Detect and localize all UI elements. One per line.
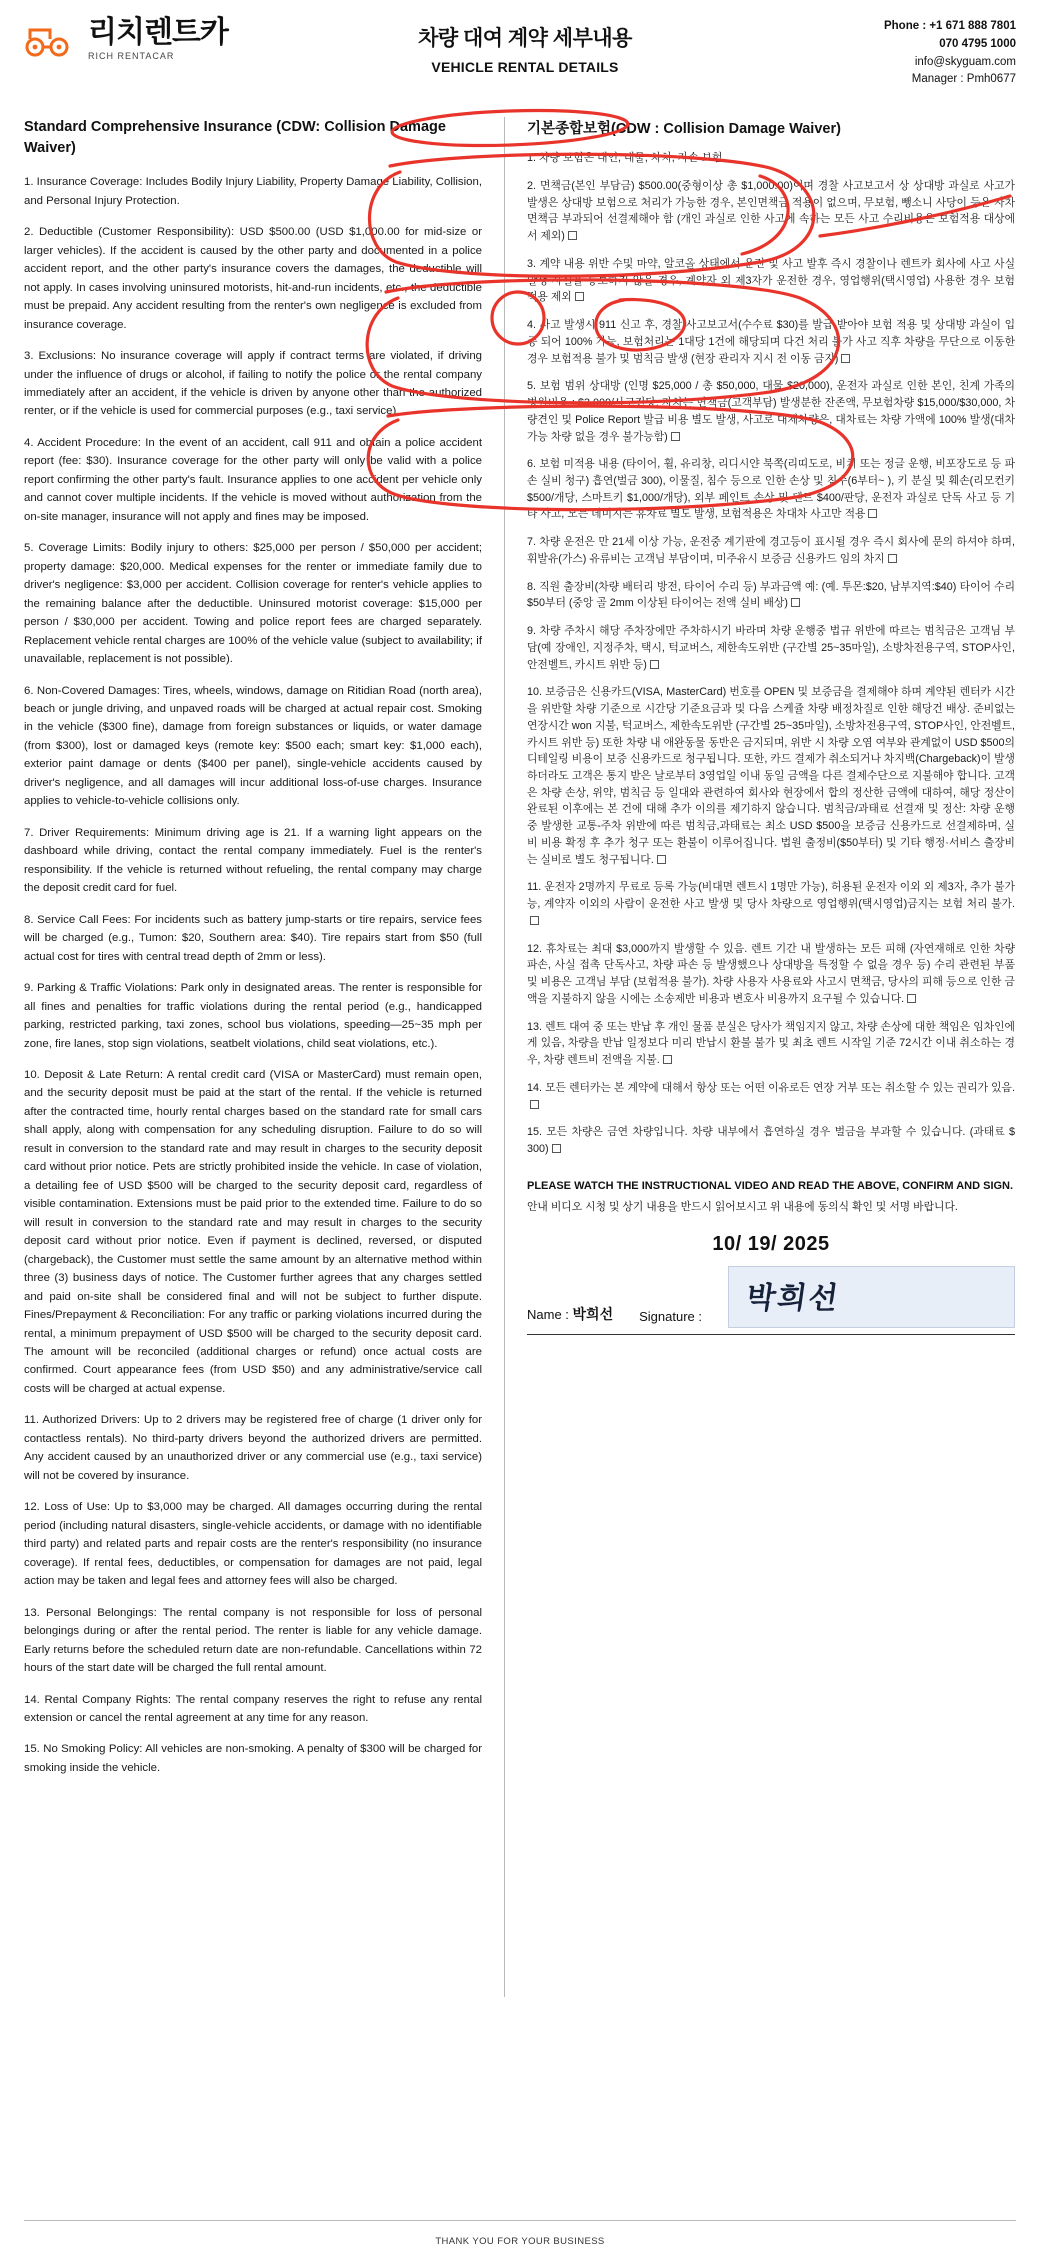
korean-clause <box>527 1124 1015 1157</box>
page-title-ko: 차량 대여 계약 세부내용 <box>418 27 632 50</box>
logo-subtext: RICH RENTACAR <box>88 51 175 61</box>
korean-clause-text: 14. 모든 렌터카는 본 계약에 대해서 항상 또는 어떤 이유로든 연장 거부 또는 취소할 수 있는 권리가 있음. <box>527 1081 1015 1094</box>
clause-checkbox[interactable] <box>552 1144 561 1153</box>
signature-field[interactable] <box>728 1266 1015 1328</box>
korean-clause <box>527 879 1015 929</box>
english-clause: 13. Personal Belongings: The rental company is not responsible for loss of personal belongings during or after the rental period. The renter is liable for any vehicle damage. Early returns before the scheduled return date are non-refundable. Cancellations within 72 hours of the start date will be charged the full rental amount. <box>24 1606 482 1675</box>
page-title-en: VEHICLE RENTAL DETAILS <box>431 59 619 75</box>
clause-checkbox[interactable] <box>841 354 850 363</box>
english-clause: 7. Driver Requirements: Minimum driving age is 21. If a warning light appears on the dashboard while driving, contact the rental company immediately. Fuel is the renter's responsibility. If the vehicle is returned without refueling, the rental company may charge the deposit credit card for fuel. <box>24 826 482 895</box>
english-clause: 3. Exclusions: No insurance coverage will apply if contract terms are violated, if driving under the influence of drugs or alcohol, if failing to notify the police or the rental company immediately after an accident, if the vehicle is driven by anyone other than the authorized renter, or if the vehicle is used for commercial purposes (e.g., taxi service). <box>24 350 482 418</box>
english-clause: 1. Insurance Coverage: Includes Bodily Injury Liability, Property Damage Liability, Collision, and Personal Injury Protection. <box>24 176 482 207</box>
english-clause: 5. Coverage Limits: Bodily injury to others: $25,000 per person / $50,000 per accident; property damage: $20,000. Medical expenses for the renter or immediate family due to driver's negligence: $3,000 per accident. Collision coverage for renter's vehicle applies to the remaining balance after the deductible. Uninsured motorist coverage: $15,000 per person / $30,000 per accident. Towing and police report fees are charged separately. Replacement vehicle rental charges are 100% of the vehicle value (subject to availability; if unavailable, replacement is not possible). <box>24 542 482 666</box>
korean-clause <box>527 623 1015 673</box>
signature-date: 10/ 19/ 2025 <box>712 1232 830 1255</box>
clause-checkbox[interactable] <box>888 554 897 563</box>
english-clause: 9. Parking & Traffic Violations: Park only in designated areas. The renter is responsible for all fines and penalties for traffic violations during the rental period (e.g., handicapped parking, restricted parking, taxi zones, school bus violations, speeding—25~35 mph per zone, fire lanes, stop sign violations, seatbelt violations, child seat violations, etc.). <box>24 982 482 1050</box>
english-clause: 15. No Smoking Policy: All vehicles are non-smoking. A penalty of $300 will be charged for smoking inside the vehicle. <box>24 1743 482 1774</box>
clause-checkbox[interactable] <box>568 231 577 240</box>
company-logo <box>24 18 304 61</box>
clause-checkbox[interactable] <box>671 432 680 441</box>
english-clause: 2. Deductible (Customer Responsibility): USD $500.00 (USD $1,000.00 for mid-size or larger vehicles). If the accident is caused by the other party and documented in a police accident report, and the other party's insurance covers the damages, the deductible will not apply. In cases involving uninsured motorists, hit-and-run incidents, etc., the deductible must be prepaid. Any accident resulting from the renter's own negligence is excluded from insurance coverage. <box>24 226 482 331</box>
footer-divider <box>24 2220 1016 2221</box>
english-terms-column <box>24 117 504 1790</box>
korean-clause-text: 13. 렌트 대여 중 또는 반납 후 개인 물품 분실은 당사가 책임지지 않고, 차량 손상에 대한 책임은 임차인에게 있음, 차량을 반납 일정보다 미리 반납시 환불 불가 및 최초 렌트 시작일 기준 72시간 이내 취소하는 경우, 차량 렌트비 전액을 지불. <box>527 1020 1015 1067</box>
korean-clause <box>527 256 1015 306</box>
content-columns <box>0 95 1040 1997</box>
korean-clause-text: 5. 보험 범위 상대방 (인명 $25,000 / 총 $50,000, 대물 $20,000), 운전자 과실로 인한 본인, 친계 가족의 병원비용 : $3,000/사고건당, 자차는 면책금(고객부담) 발생분한 잔존액, 무보험차량 $15,000/$30,000, 차량견인 및 Police Report 발급 비용 별도 발생, 사고로 대체차량은, 대차료는 차량 가액에 100% 발생(대차 가능 차량 없을 경우 불가능함) <box>527 380 1015 443</box>
signature-mark: 박희선 <box>744 1280 842 1316</box>
korean-clause <box>527 941 1015 1008</box>
name-label: Name : <box>527 1306 569 1322</box>
korean-clause-text: 9. 차량 주차시 해당 주차장에만 주차하시기 바라며 차량 운행중 법규 위반에 따르는 범칙금은 고객님 부담(예 장애인, 지정주차, 택시, 턱교버스, 제한속도위반 (구간별 25~35마일), 소방차전용구역, STOP사인, 안전벨트, 카시트 위반 등) <box>527 625 1015 671</box>
korean-clause-text: 12. 휴차료는 최대 $3,000까지 발생할 수 있음. 렌트 기간 내 발생하는 모든 피해 (자연재해로 인한 차량 파손, 사실 접촉 단독사고, 차량 파손 등 발생했으나 상대방을 특정할 수 없을 경우 등) 수리 관련된 부품 및 비용은 고객님 부담 (보험적용 불가). 차량 사용자 사용료와 사고시 면책금, 당사의 피해 등으로 인한 금액을 지불하지 않을 시에는 소송제반 비용과 변호사 비용까지 요구될 수 있습니다. <box>527 942 1015 1005</box>
english-clause: 4. Accident Procedure: In the event of an accident, call 911 and obtain a police accident report (fee: $30). Insurance coverage for the other party will only be valid with a police report confirming the other party's fault. Insurance applies to one accident per vehicle only and cannot cover multiple incidents. If the vehicle is moved without authorization from the on-site manager, insurance will not apply and fines may be imposed. <box>24 436 482 523</box>
clause-checkbox[interactable] <box>657 855 666 864</box>
clause-checkbox[interactable] <box>663 1055 672 1064</box>
korean-clause-text: 4. 사고 발생시 911 신고 후, 경찰 사고보고서(수수료 $30)를 발급 받아야 보험 적용 및 상대방 과실이 입증 되어 100% 가능, 보험처리는 1대당 1건에 해당되며 다건 처리 불가 사고 직후 차량을 무단으로 이동한 경우 보험적용 불가 및 범칙금 발생 (현장 관리자 지시 전 이동 금지) <box>527 319 1015 365</box>
contact-manager: Manager : Pmh0677 <box>911 73 1016 86</box>
english-section-heading: Standard Comprehensive Insurance (CDW: Collision Damage Waiver) <box>24 119 446 157</box>
logo-wordmark: 리치렌트카 <box>88 16 228 49</box>
clause-checkbox[interactable] <box>868 509 877 518</box>
korean-clause-text: 15. 모든 차량은 금연 차량입니다. 차량 내부에서 흡연하실 경우 벌금을 부과할 수 있습니다. (과태료 $ 300) <box>527 1126 1015 1155</box>
korean-clause <box>527 178 1015 245</box>
contact-phone-secondary: 070 4795 1000 <box>939 37 1016 50</box>
signature-rule <box>527 1334 1015 1335</box>
english-clause: 14. Rental Company Rights: The rental company reserves the right to refuse any rental extension or cancel the rental agreement at any time for any reason. <box>24 1693 482 1724</box>
clause-checkbox[interactable] <box>650 660 659 669</box>
korean-clause <box>527 1019 1015 1069</box>
english-clause: 11. Authorized Drivers: Up to 2 drivers may be registered free of charge (1 driver only for contactless rentals). No third-party drivers beyond the authorized drivers are permitted. Any accident caused by an unauthorized driver or any commercial use (e.g., taxi service) will not be covered by insurance. <box>24 1414 482 1482</box>
korean-clause <box>527 1080 1015 1113</box>
document-title-block <box>304 18 746 75</box>
clause-checkbox[interactable] <box>530 916 539 925</box>
document-header <box>0 0 1040 95</box>
clause-checkbox[interactable] <box>530 1100 539 1109</box>
korean-clause-text: 6. 보험 미적용 내용 (타이어, 휠, 유리창, 리디시얀 북쪽(리띠도로, 비치 또는 정글 운행, 비포장도로 등 파손 실비 청구) 흡연(벌금 300), 이물질, 침수 등으로 인한 손상 및 침수(6부터~ ), 키 분실 및 훼손(리모컨키 $500/개당, 스마트키 $1,000/개당), 외부 페인트 손상 및 덴트 $400/판당, 운전자 과실로 단독 사고 등 기타 사고, 모든 데미지는 휴차료 별도 발생, 보험적용은 차대차 사고만 적용 <box>527 458 1015 521</box>
korean-clause <box>527 579 1015 612</box>
english-clause: 6. Non-Covered Damages: Tires, wheels, windows, damage on Ritidian Road (north area), beach or jungle driving, and unpaved roads will be charged at actual repair cost. Smoking in the vehicle ($300 fine), damage from foreign substances or liquids, or water damage (from $300), lost or damaged keys (remote key: $500 each; smart key: $1,000 each), exterior paint damage or dents ($400 per panel), single-vehicle accidents caused by driver's negligence, and all damages will incur additional loss-of-use charges. Insurance applies to vehicle-to-vehicle collisions only. <box>24 684 482 808</box>
name-value: 박희선 <box>572 1305 614 1322</box>
korean-clause-text: 10. 보증금은 신용카드(VISA, MasterCard) 번호를 OPEN 및 보증금을 결제해야 하며 계약된 렌터카 시간을 위반할 차량 기준으로 시간당 기준요금과 및 다음 스케쥴 차량 배정차질로 인한 해당건 배상. 준비없는 연장시간 won 지불, 턱교버스, 제한속도위반 (구간별 25~35마일), 소방차전용구역, STOP사인, 안전벨트, 카시트 위반 등) 또한 차량 내 애완동물 동반은 금지되며, 위반 시 차량 오염 여부와 관계없이 USD $500의 디테일링 비용이 보증 신용카드로 청구됩니다. 또한, 카드 결제가 취소되거나 차지백(Chargeback)이 발생하더라도 고객은 통지 받은 날로부터 3영업일 이내 동일 금액을 다른 결제수단으로 지불해야 합니다. 고객은 차량 손상, 위약, 범칙금 등 일대와 관련하여 회사와 현장에서 합의 정산한 금액에 대하여, 해당 정산이 완료된 이후에는 본 건에 대해 추가 이의를 제기하지 않습니다. 범칙금/과태료 선결재 및 정산: 차량 운행 중 발생한 교통-주차 위반에 따른 범칙금,과태료는 최소 USD $500을 보증금 신용카드로 선결제하며, 실비 비용 확정 후 추가 청구 또는 환불이 이루어집니다. 법원 출정비($50부터) 및 기타 행정·서비스 출장비는 실비로 별도 청구됩니다. <box>527 686 1015 866</box>
contact-phone: Phone : +1 671 888 7801 <box>883 20 1016 32</box>
english-clause: 8. Service Call Fees: For incidents such as battery jump-starts or tire repairs, service fees will be charged (e.g., Tumon: $20, Southern area: $40). Tire repairs start from $50 (full actual cost for tires with central tread depth of 2mm or less). <box>24 913 482 963</box>
footer-text: THANK YOU FOR YOUR BUSINESS <box>435 2236 605 2247</box>
signature-row <box>527 1266 1015 1328</box>
korean-clause <box>527 317 1015 367</box>
korean-clause <box>527 378 1015 445</box>
korean-clause-text: 3. 계약 내용 위반 수및 마약, 알코올 상태에서 운전 및 사고 발후 즉시 경찰이나 렌트카 회사에 사고 사실 발생 사실을 통보하지 않을 경우, 계약자 외 제3자가 운전한 경우, 영업행위(택시영업) 사용한 경우 보험 적용 제외 <box>527 257 1015 304</box>
korean-clause <box>527 684 1015 868</box>
contact-email: info@skyguam.com <box>914 55 1016 68</box>
korean-clause-text: 2. 면책금(본인 부담금) $500.00(중형이상 총 $1,000.00)이며 경찰 사고보고서 상 상대방 과실로 사고가 발생은 상대방 보험으로 처리가 가능한 경우, 본인면책금 적용이 없으며, 무보험, 뺑소니 사당이 등은 자차 면책금 부과되어 선결제해야 함 (개인 과실로 인한 사고에 속하는 모든 사고 수리비용은 보험적용 대상에서 제외) <box>527 179 1015 243</box>
clause-checkbox[interactable] <box>907 994 916 1003</box>
signer-name <box>527 1304 613 1328</box>
korean-clause-text: 11. 운전자 2명까지 무료로 등록 가능(비대면 렌트시 1명만 가능), 허용된 운전자 이외 외 제3자, 추가 불가능, 계약자 이외의 사람이 운전한 사고 발생 및 당사 차량으로 영업행위(택시영업)금지는 보험 처리 불가. <box>527 881 1015 911</box>
rentacar-logo-icon <box>24 23 80 57</box>
clause-checkbox[interactable] <box>575 292 584 301</box>
korean-clause-text: 8. 직원 출장비(차량 배터리 방전, 타이어 수리 등) 부과금액 예: (예. 투몬:$20, 남부지역:$40) 타이어 수리 $50부터 (중앙 골 2mm 이상된 타이어는 전액 실비 배상) <box>527 580 1015 610</box>
english-clause: 10. Deposit & Late Return: A rental credit card (VISA or MasterCard) must remain open, and the security deposit must be paid at the start of the rental. If the vehicle is returned after the contracted time, hourly rental charges based on the standard rate for small cars shall apply, along with compensation for any scheduling disruption. Failure to do so will result in conversion to the standard rate and may result in charges to the security deposit card without prior notice. Pets are strictly prohibited inside the vehicle. In case of violation, a detailing fee of USD $500 will be charged to the security deposit card, regardless of visible contamination. Extensions must be paid prior to the extended time. Failure to do so will result in conversion to the standard rate and may result in charges to the security deposit card without prior notice. Even if payment is declined, reversed, or disputed (chargeback), the Customer must settle the same amount by an alternative method within three (3) business days of notice. The Customer further agrees that any charges settled and paid on-site shall be considered final and will not be subject to further dispute. Fines/Prepayment & Reconciliation: For any traffic or parking violations incurred during the rental, a minimum prepayment of USD $500 will be charged to the security deposit card. The amount will be reconciled (additional charges or refund) once actual costs are confirmed. Court appearance fees (from USD $50) and any administrative/service call costs will be charged at actual expense. <box>24 1068 482 1395</box>
korean-terms-column <box>505 117 1015 1334</box>
english-clause: 12. Loss of Use: Up to $3,000 may be charged. All damages occurring during the rental period (including natural disasters, single-vehicle accidents, or damage with no identifiable third party) and related parts and repair costs are the renter's responsibility (no insurance coverage). If rental fees, deductibles, or compensation for damages are not paid, legal action may be taken and legal fees and attorney fees will also be charged. <box>24 1501 482 1588</box>
confirm-notice-ko: 안내 비디오 시청 및 상기 내용을 반드시 읽어보시고 위 내용에 동의식 확인 및 서명 바랍니다. <box>527 1201 958 1214</box>
contact-info <box>746 18 1016 89</box>
confirm-notice-en: PLEASE WATCH THE INSTRUCTIONAL VIDEO AND READ THE ABOVE, CONFIRM AND SIGN. <box>527 1179 1014 1192</box>
signature-label: Signature : <box>639 1308 702 1324</box>
korean-clause-text: 7. 차량 운전은 만 21세 이상 가능, 운전중 계기판에 경고등이 표시될 경우 즉시 회사에 문의 하셔야 하며, 휘발유(가스) 유류비는 고객님 부담이며, 미주유시 보증금 신용카드 임의 차지 <box>527 536 1015 565</box>
korean-clause: 1. 차량 보험은 대인, 대물, 차치, 자손 보험 <box>527 152 723 165</box>
korean-clause <box>527 534 1015 567</box>
clause-checkbox[interactable] <box>791 598 800 607</box>
korean-clause <box>527 456 1015 523</box>
korean-section-heading: 기본종합보험(CDW : Collision Damage Waiver) <box>527 121 841 138</box>
